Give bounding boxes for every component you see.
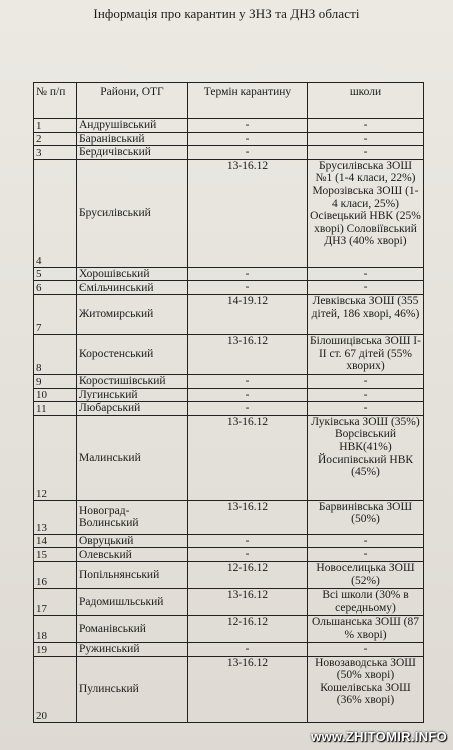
table-row xyxy=(34,132,424,146)
row-schools: - xyxy=(308,281,424,295)
table-row xyxy=(34,388,424,402)
table-row xyxy=(34,500,424,534)
row-term: - xyxy=(188,402,308,416)
row-num: 8 xyxy=(34,334,77,374)
row-term: 12-16.12 xyxy=(188,561,308,588)
table-row xyxy=(34,267,424,281)
row-schools: - xyxy=(308,119,424,133)
header-schools: школи xyxy=(308,83,424,119)
table-row xyxy=(34,146,424,160)
row-schools: - xyxy=(308,267,424,281)
row-term: 13-16.12 xyxy=(188,500,308,534)
row-schools: - xyxy=(308,402,424,416)
row-district: Радомишльський xyxy=(77,588,188,615)
row-district: Брусилівський xyxy=(77,159,188,267)
row-term: - xyxy=(188,146,308,160)
row-district: Лугинський xyxy=(77,388,188,402)
row-district: Пулинський xyxy=(77,656,188,722)
row-term: - xyxy=(188,534,308,548)
row-num: 19 xyxy=(34,642,77,656)
row-num: 5 xyxy=(34,267,77,281)
table-row xyxy=(34,281,424,295)
table-row xyxy=(34,548,424,562)
table-row xyxy=(34,374,424,388)
table-row xyxy=(34,415,424,500)
table-row xyxy=(34,119,424,133)
row-num: 6 xyxy=(34,281,77,295)
row-term: - xyxy=(188,548,308,562)
row-term: - xyxy=(188,642,308,656)
table-row xyxy=(34,294,424,334)
row-num: 7 xyxy=(34,294,77,334)
row-term: - xyxy=(188,267,308,281)
row-num: 13 xyxy=(34,500,77,534)
row-num: 9 xyxy=(34,374,77,388)
row-term: - xyxy=(188,119,308,133)
row-schools: Білошицівська ЗОШ І-ІІ ст. 67 дітей (55% хворих) xyxy=(308,334,424,374)
row-num: 2 xyxy=(34,132,77,146)
row-district: Андрушівський xyxy=(77,119,188,133)
row-term: 13-16.12 xyxy=(188,334,308,374)
row-num: 15 xyxy=(34,548,77,562)
row-schools: Барвинівська ЗОШ (50%) xyxy=(308,500,424,534)
row-district: Ємільчинський xyxy=(77,281,188,295)
row-schools: - xyxy=(308,374,424,388)
table-row xyxy=(34,561,424,588)
row-district: Малинський xyxy=(77,415,188,500)
row-term: - xyxy=(188,388,308,402)
row-district: Новоград-Волинський xyxy=(77,500,188,534)
row-num: 1 xyxy=(34,119,77,133)
row-schools: Ольшанська ЗОШ (87 % хворі) xyxy=(308,615,424,642)
table-row xyxy=(34,534,424,548)
row-district: Коростенський xyxy=(77,334,188,374)
row-schools: - xyxy=(308,548,424,562)
row-num: 17 xyxy=(34,588,77,615)
row-num: 16 xyxy=(34,561,77,588)
table-row xyxy=(34,615,424,642)
row-num: 20 xyxy=(34,656,77,722)
row-district: Баранівський xyxy=(77,132,188,146)
row-schools: Всі школи (30% в середньому) xyxy=(308,588,424,615)
row-district: Попільнянський xyxy=(77,561,188,588)
row-schools: - xyxy=(308,146,424,160)
row-schools: Левківська ЗОШ (355 дітей, 186 хворі, 46%) xyxy=(308,294,424,334)
row-schools: - xyxy=(308,642,424,656)
row-term: 13-16.12 xyxy=(188,159,308,267)
row-district: Олевський xyxy=(77,548,188,562)
table-row xyxy=(34,656,424,722)
header-district: Райони, ОТГ xyxy=(77,83,188,119)
row-schools: - xyxy=(308,132,424,146)
row-term: - xyxy=(188,281,308,295)
row-num: 12 xyxy=(34,415,77,500)
row-district: Житомирський xyxy=(77,294,188,334)
row-district: Ружинський xyxy=(77,642,188,656)
row-term: 13-16.12 xyxy=(188,656,308,722)
row-schools: Брусилівська ЗОШ №1 (1-4 класи, 22%) Морозівська ЗОШ (1-4 класи, 25%) Осівецький НВК (25% хворі) Соловіївський ДНЗ (40% хворі) xyxy=(308,159,424,267)
site-watermark: www.ZHITOMIR.INFO xyxy=(311,729,447,744)
row-num: 11 xyxy=(34,402,77,416)
row-num: 10 xyxy=(34,388,77,402)
document-title: Інформація про карантин у ЗНЗ та ДНЗ області xyxy=(93,6,360,21)
row-district: Любарський xyxy=(77,402,188,416)
row-schools: - xyxy=(308,534,424,548)
row-schools: Луківська ЗОШ (35%) Ворсівський НВК(41%) Йосипівський НВК (45%) xyxy=(308,415,424,500)
row-term: - xyxy=(188,374,308,388)
table-row xyxy=(34,334,424,374)
row-district: Овруцький xyxy=(77,534,188,548)
header-term: Термін карантину xyxy=(188,83,308,119)
table-row xyxy=(34,588,424,615)
row-num: 4 xyxy=(34,159,77,267)
row-schools: Новозаводська ЗОШ (50% хворі) Кошелівська ЗОШ (36% хворі) xyxy=(308,656,424,722)
row-schools: - xyxy=(308,388,424,402)
table-header-row xyxy=(34,83,424,119)
table-row xyxy=(34,402,424,416)
row-district: Хорошівський xyxy=(77,267,188,281)
row-term: 13-16.12 xyxy=(188,588,308,615)
quarantine-table xyxy=(33,82,424,723)
table-row xyxy=(34,642,424,656)
row-district: Коростишівський xyxy=(77,374,188,388)
row-num: 14 xyxy=(34,534,77,548)
row-district: Бердичівський xyxy=(77,146,188,160)
row-term: - xyxy=(188,132,308,146)
row-term: 14-19.12 xyxy=(188,294,308,334)
header-num: № п/п xyxy=(34,83,77,119)
row-num: 18 xyxy=(34,615,77,642)
row-district: Романівський xyxy=(77,615,188,642)
table-body xyxy=(34,119,424,723)
table-row xyxy=(34,159,424,267)
row-schools: Новоселицька ЗОШ (52%) xyxy=(308,561,424,588)
row-term: 13-16.12 xyxy=(188,415,308,500)
row-num: 3 xyxy=(34,146,77,160)
row-term: 12-16.12 xyxy=(188,615,308,642)
